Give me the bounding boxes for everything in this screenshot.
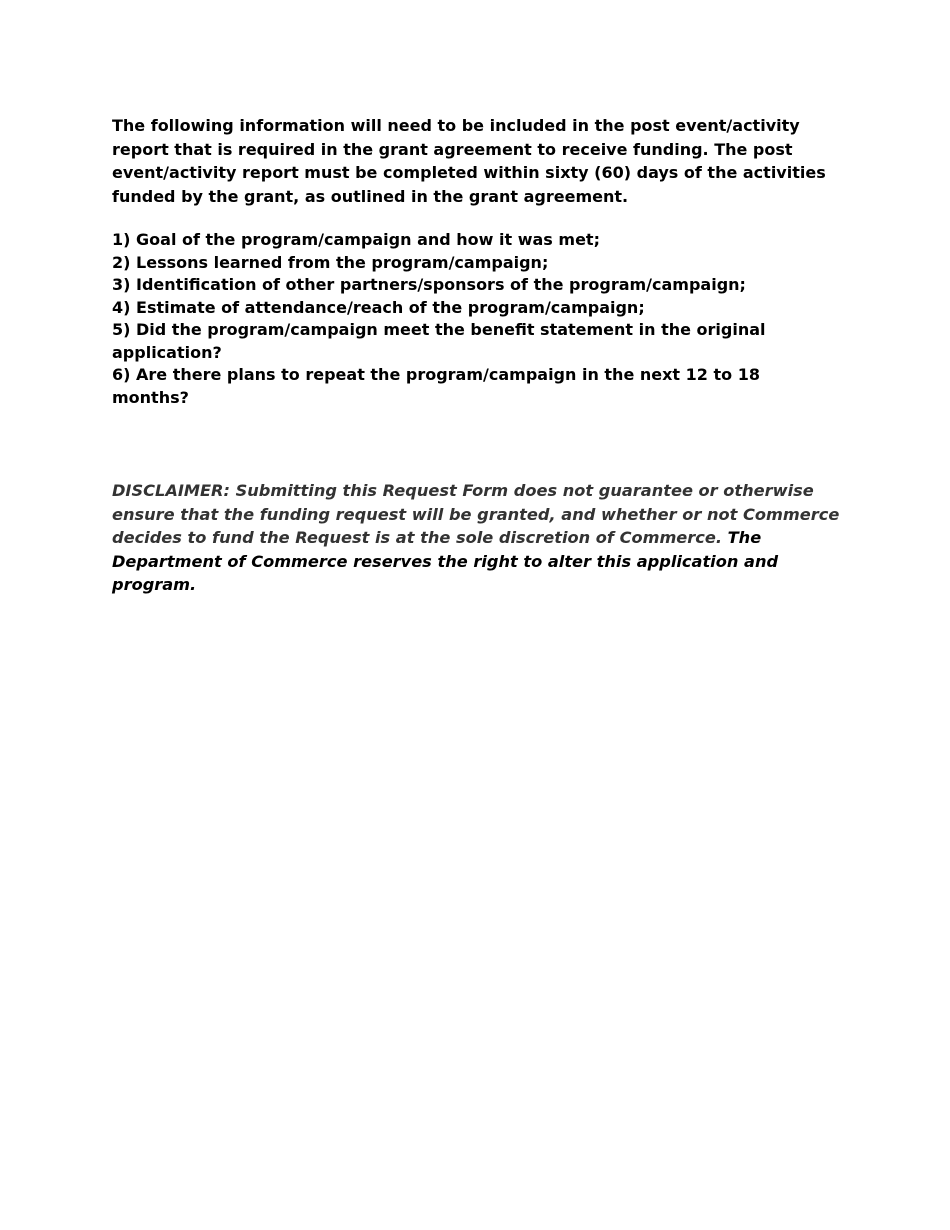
disclaimer-reservation-text: The Department of Commerce reserves the right to alter this application and program. — [112, 528, 779, 594]
intro-paragraph: The following information will need to be included in the post event/activity report that is required in the grant agreement to receive funding. The post event/activity report must be completed within sixty (60) days of the activities funded by the grant, as outlined in the grant agreement. — [112, 116, 826, 206]
list-item: 1) Goal of the program/campaign and how it was met; — [112, 230, 600, 249]
requirements-list — [112, 229, 842, 409]
list-item: 5) Did the program/campaign meet the benefit statement in the original application? — [112, 320, 766, 362]
list-item: 2) Lessons learned from the program/campaign; — [112, 252, 549, 272]
list-item: 3) Identification of other partners/sponsors of the program/campaign; — [112, 275, 746, 294]
document-body — [112, 114, 842, 597]
disclaimer-paragraph — [112, 479, 842, 597]
list-item: 6) Are there plans to repeat the program/campaign in the next 12 to 18 months? — [112, 365, 760, 407]
list-item: 4) Estimate of attendance/reach of the program/campaign; — [112, 297, 645, 317]
disclaimer-text: DISCLAIMER: Submitting this Request Form does not guarantee or otherwise ensure that the funding request will be granted, and whether or not Commerce decides to fund the Request is at the sole discretion of Commerce. — [112, 481, 840, 547]
